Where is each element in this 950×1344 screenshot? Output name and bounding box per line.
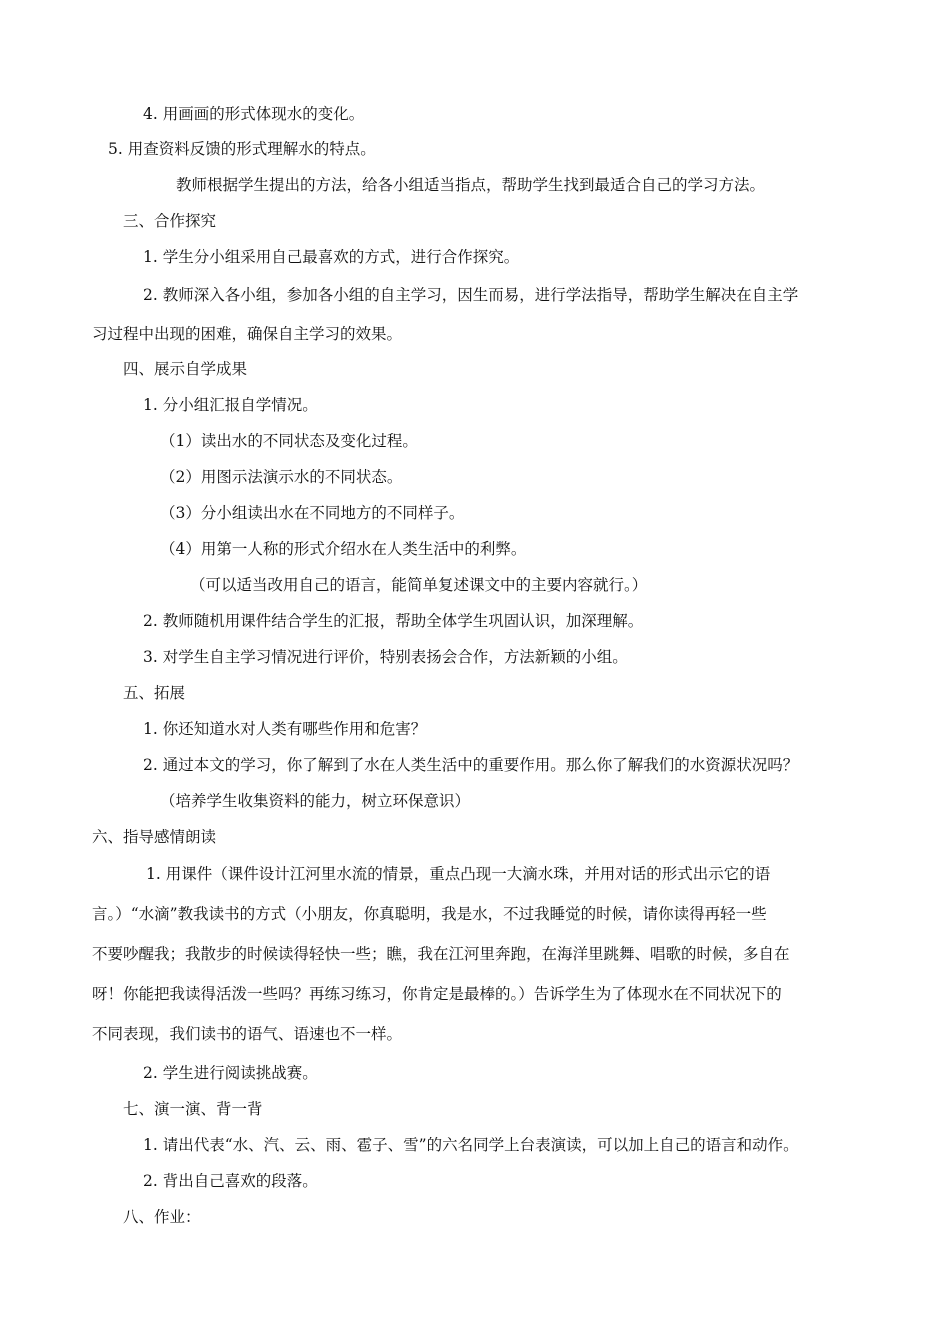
paragraph-continuation: 言。）“水滴”教我读书的方式（小朋友，你真聪明，我是水，不过我睡觉的时候，请你读得再轻一些 (92, 905, 767, 923)
section-heading: 六、指导感情朗读 (92, 828, 217, 846)
list-item: 5. 用查资料反馈的形式理解水的特点。 (108, 140, 376, 158)
section-heading: 七、演一演、背一背 (123, 1100, 263, 1118)
list-item: 2. 教师随机用课件结合学生的汇报，帮助全体学生巩固认识，加深理解。 (143, 612, 644, 630)
list-item: 2. 教师深入各小组，参加各小组的自主学习，因生而易，进行学法指导，帮助学生解决在自主学 (143, 286, 799, 304)
list-item: 1. 分小组汇报自学情况。 (143, 396, 318, 414)
list-item: 2. 通过本文的学习，你了解到了水在人类生活中的重要作用。那么你了解我们的水资源状况吗？ (143, 756, 799, 774)
list-item: 1. 你还知道水对人类有哪些作用和危害？ (143, 720, 427, 738)
paragraph-continuation: 不要吵醒我；我散步的时候读得轻快一些；瞧，我在江河里奔跑，在海洋里跳舞、唱歌的时候，多自在 (92, 945, 790, 963)
list-item: 1. 用课件（课件设计江河里水流的情景，重点凸现一大滴水珠，并用对话的形式出示它的语 (146, 865, 771, 883)
section-heading: 四、展示自学成果 (123, 360, 248, 378)
paragraph-continuation: 呀！你能把我读得活泼一些吗？再练习练习，你肯定是最棒的。）告诉学生为了体现水在不同状况下的 (92, 985, 782, 1003)
list-item: 1. 请出代表“水、汽、云、雨、雹子、雪”的六名同学上台表演读，可以加上自己的语言和动作。 (143, 1136, 799, 1154)
list-item: 2. 学生进行阅读挑战赛。 (143, 1064, 318, 1082)
sub-list-item: （3）分小组读出水在不同地方的不同样子。 (160, 504, 465, 522)
sub-list-item: （2）用图示法演示水的不同状态。 (160, 468, 403, 486)
list-item: 3. 对学生自主学习情况进行评价，特别表扬会合作，方法新颖的小组。 (143, 648, 628, 666)
section-heading: 五、拓展 (123, 684, 186, 702)
note: （可以适当改用自己的语言，能简单复述课文中的主要内容就行。） (190, 576, 648, 594)
list-item: 2. 背出自己喜欢的段落。 (143, 1172, 318, 1190)
section-heading: 八、作业： (123, 1208, 201, 1226)
paragraph-continuation: 不同表现，我们读书的语气、语速也不一样。 (92, 1025, 403, 1043)
sub-list-item: （4）用第一人称的形式介绍水在人类生活中的利弊。 (160, 540, 527, 558)
paragraph-continuation: 习过程中出现的困难，确保自主学习的效果。 (92, 325, 403, 343)
list-item: 1. 学生分小组采用自己最喜欢的方式，进行合作探究。 (143, 248, 520, 266)
list-item: 4. 用画画的形式体现水的变化。 (143, 105, 365, 123)
sub-list-item: （1）读出水的不同状态及变化过程。 (160, 432, 418, 450)
section-heading: 三、合作探究 (123, 212, 217, 230)
paragraph: 教师根据学生提出的方法，给各小组适当指点，帮助学生找到最适合自己的学习方法。 (176, 176, 766, 194)
note: （培养学生收集资料的能力，树立环保意识） (160, 792, 471, 810)
